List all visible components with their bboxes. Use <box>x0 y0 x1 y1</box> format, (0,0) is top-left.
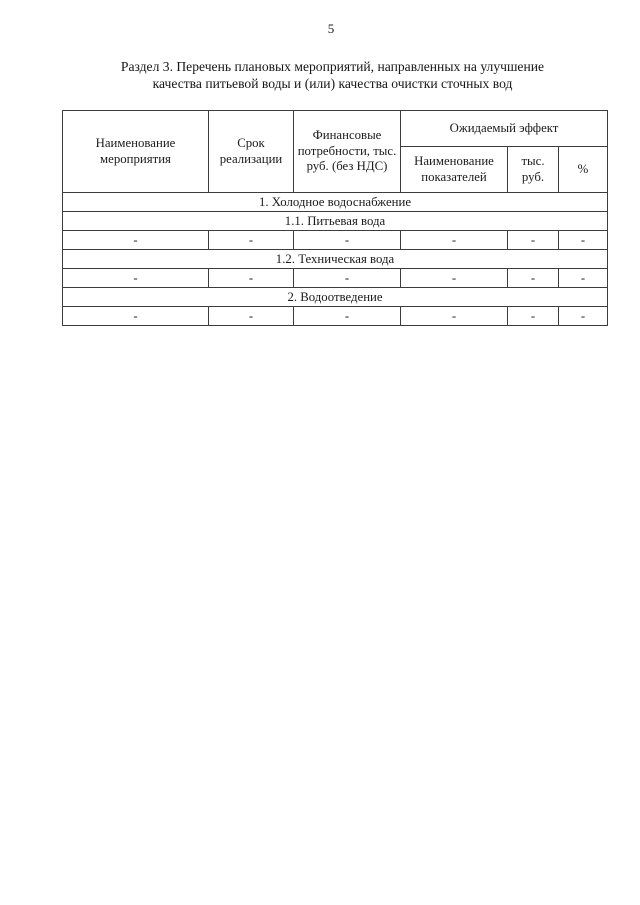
cell-thousand-rub: - <box>508 307 559 326</box>
section-title-line1: Раздел 3. Перечень плановых мероприятий, направленных на улучшение <box>120 59 545 74</box>
cell-percent: - <box>559 307 608 326</box>
section-label: 1.1. Питьевая вода <box>63 212 608 231</box>
cell-period: - <box>209 231 294 250</box>
table-row <box>63 269 608 288</box>
cell-financial: - <box>294 307 401 326</box>
col-header-period: Срок реализации <box>209 111 294 193</box>
cell-percent: - <box>559 231 608 250</box>
section-label: 1.2. Техническая вода <box>63 250 608 269</box>
table-section-row <box>63 212 608 231</box>
section-label: 2. Водоотведение <box>63 288 608 307</box>
cell-indicator: - <box>401 307 508 326</box>
cell-financial: - <box>294 231 401 250</box>
col-header-thousand-rub: тыс. руб. <box>508 147 559 193</box>
table-section-row <box>63 288 608 307</box>
col-header-activity: Наименование мероприятия <box>63 111 209 193</box>
cell-activity: - <box>63 307 209 326</box>
page-number: 5 <box>327 21 335 36</box>
cell-thousand-rub: - <box>508 231 559 250</box>
col-header-expected-effect: Ожидаемый эффект <box>401 111 608 147</box>
cell-financial: - <box>294 269 401 288</box>
section-label: 1. Холодное водоснабжение <box>63 193 608 212</box>
table-row <box>63 307 608 326</box>
col-header-indicator: Наименование показателей <box>401 147 508 193</box>
cell-indicator: - <box>401 231 508 250</box>
col-header-percent: % <box>559 147 608 193</box>
cell-indicator: - <box>401 269 508 288</box>
col-header-financial: Финансовые потребности, тыс. руб. (без НДС) <box>294 111 401 193</box>
section-title-line2: качества питьевой воды и (или) качества очистки сточных вод <box>152 76 513 91</box>
cell-percent: - <box>559 269 608 288</box>
cell-activity: - <box>63 231 209 250</box>
measures-table <box>62 110 608 326</box>
cell-thousand-rub: - <box>508 269 559 288</box>
cell-activity: - <box>63 269 209 288</box>
cell-period: - <box>209 269 294 288</box>
table-row <box>63 231 608 250</box>
table-section-row <box>63 193 608 212</box>
table-section-row <box>63 250 608 269</box>
section-title <box>25 58 640 92</box>
cell-period: - <box>209 307 294 326</box>
